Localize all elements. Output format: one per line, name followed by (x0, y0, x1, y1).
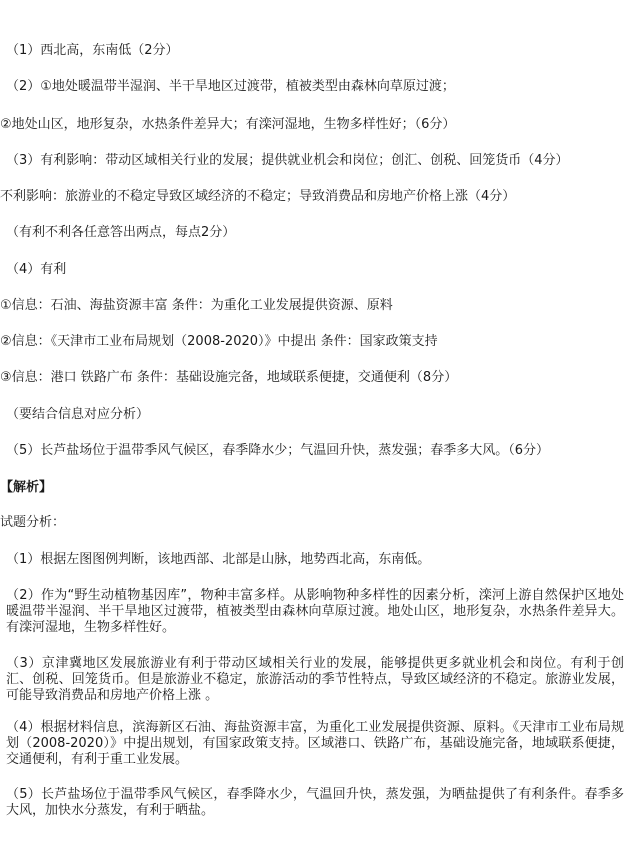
answer-4-point-1: ①信息：石油、海盐资源丰富 条件：为重化工业发展提供资源、原料 (0, 298, 393, 313)
answer-3-note: （有利不利各任意答出两点，每点2分） (6, 225, 236, 240)
analysis-paragraph-3: （3）京津冀地区发展旅游业有利于带动区域相关行业的发展，能够提供更多就业机会和岗位。有利于创汇、创税、回笼货币。但是旅游业不稳定，旅游活动的季节性特点，导致区域经济的不稳定。旅游业发展，可能导致消费品和房地产价格上涨 。 (6, 656, 624, 703)
answer-5: （5）长芦盐场位于温带季风气候区，春季降水少；气温回升快，蒸发强；春季多大风。（6分） (6, 443, 550, 458)
answer-4-point-2: ②信息：《天津市工业布局规划（2008-2020）》中提出 条件：国家政策支持 (0, 334, 438, 349)
analysis-paragraph-2: （2）作为“野生动植物基因库”，物种丰富多样。从影响物种多样性的因素分析，滦河上游自然保护区地处暖温带半湿润、半干旱地区过渡带，植被类型由森林向草原过渡。地处山区，地形复杂，水热条件差异大。有滦河湿地，生物多样性好。 (6, 588, 624, 635)
analysis-paragraph-4: （4）根据材料信息，滨海新区石油、海盐资源丰富，为重化工业发展提供资源、原料。《天津市工业布局规划（2008-2020）》中提出规划，有国家政策支持。区域港口、铁路广布，基础设施完备，地域联系便捷，交通便利，有利于重工业发展。 (6, 720, 624, 767)
analysis-intro: 试题分析： (0, 515, 66, 530)
answer-4-note: （要结合信息对应分析） (6, 407, 150, 422)
answer-4-title: （4）有利 (6, 262, 67, 277)
answer-1: （1）西北高，东南低（2分） (6, 43, 179, 58)
answer-4-point-3: ③信息：港口 铁路广布 条件：基础设施完备，地域联系便捷，交通便利（8分） (0, 370, 458, 385)
analysis-paragraph-1: （1）根据左图图例判断，该地西部、北部是山脉，地势西北高，东南低。 (6, 552, 431, 567)
answer-2-point-2: ②地处山区，地形复杂，水热条件差异大；有滦河湿地，生物多样性好；（6分） (0, 117, 456, 132)
answer-2-point-1: （2）①地处暖温带半湿润、半干旱地区过渡带，植被类型由森林向草原过渡； (6, 79, 455, 94)
answer-3-negative: 不利影响：旅游业的不稳定导致区域经济的不稳定；导致消费品和房地产价格上涨（4分） (0, 189, 516, 204)
analysis-paragraph-5: （5）长芦盐场位于温带季风气候区，春季降水少，气温回升快，蒸发强，为晒盐提供了有利条件。春季多大风，加快水分蒸发，有利于晒盐。 (6, 787, 624, 818)
analysis-heading: 【解析】 (0, 480, 53, 495)
answer-3-positive: （3）有利影响：带动区域相关行业的发展；提供就业机会和岗位；创汇、创税、回笼货币（4分） (6, 153, 569, 168)
